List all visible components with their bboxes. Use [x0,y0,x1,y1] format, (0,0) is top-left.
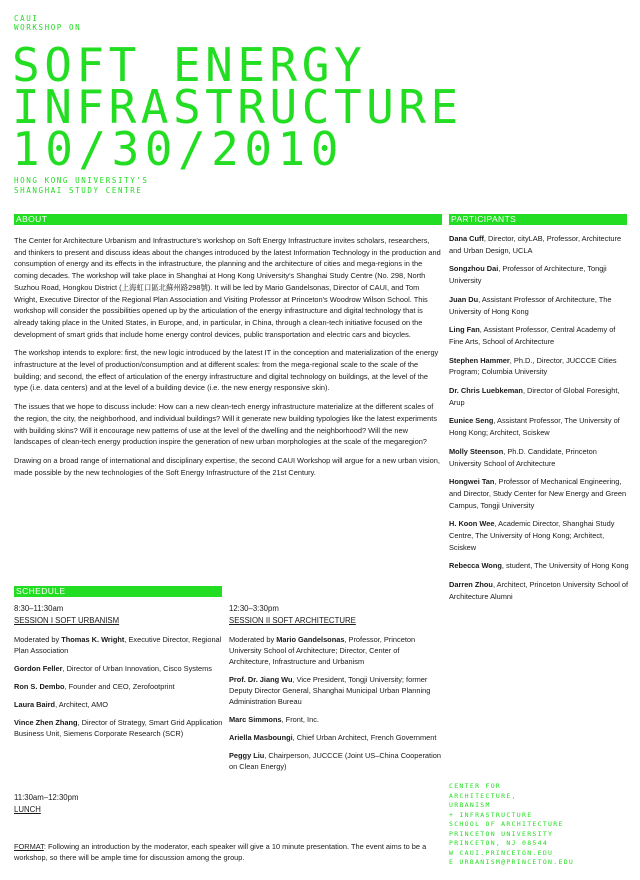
organizer-heading [14,14,81,32]
speaker-item [14,717,224,739]
event-date: 10/30/2010 [12,122,344,176]
speaker-name: Vince Zhen Zhang [14,718,78,727]
speaker-name: Mario Gandelsonas [276,635,345,644]
participant-item [449,385,629,408]
format-note [14,841,444,863]
participant-name: Eunice Seng [449,416,494,426]
participants-section-header [449,214,627,225]
schedule-label: SCHEDULE [14,586,222,597]
participant-item [449,233,629,256]
about-label: ABOUT [14,214,442,225]
speaker-desc: , Director of Strategy, Smart Grid Application Business Unit, Siemens Corporate Research (SCR) [14,718,223,738]
speaker-name: Gordon Feller [14,664,63,673]
about-paragraph-1: The Center for Architecture Urbanism and Infrastructure's workshop on Soft Energy Infrastructure invites scholars, researchers, and thinkers to present and discuss ideas about the changes introduced by the latest Information Technology in the production and consumption of energy and its effects in the infrastructure, the planning and the architecture of cities and mega-regions in the coming decades. The workshop will take place in Shanghai at Hong Kong University's Shanghai Study Centre (No. 298, North Suzhou Road, Hongkou District (上海虹口區北蘇州路298號). It will be led by Mario Gandelsonas, Director of CAUI, and Tom Wright, Executive Director of the Regional Plan Association and Visiting Professor at Princeton's Woodrow Wilson School. This workshop will consider the possibilities opened up by the articulation of the energy infrastructure and digital technology that is already taking place in the United States, in Europe, and, in particular, in China, through a clean-tech initiative focused on the development of smart grids that include home energy control devices, public transportation and electric cars and bicycles. [14,236,441,339]
format-label: FORMAT [14,842,44,851]
speaker-desc: , Front, Inc. [281,715,319,724]
participant-item [449,446,629,469]
title-line-2: INFRASTRUCTURE [12,80,463,134]
participant-desc: , Assistant Professor of Architecture, The University of Hong Kong [449,294,612,316]
lunch-break [14,792,78,816]
participant-name: Juan Du [449,294,479,304]
session-1 [14,603,224,746]
speaker-item [229,750,441,772]
participant-desc: , student, The University of Hong Kong [501,561,629,571]
participant-name: Rebecca Wong [449,561,502,571]
participant-name: Hongwei Tan [449,477,495,487]
venue-line-2: SHANGHAI STUDY CENTRE [14,185,143,195]
schedule-section-header [14,586,222,597]
participant-name: Dr. Chris Luebkeman [449,386,523,396]
participant-item [449,476,629,511]
session-2 [229,603,441,779]
speaker-desc: , Chairperson, JUCCCE (Joint US–China Cooperation on Clean Energy) [229,751,441,771]
about-paragraph-2: The workshop intends to explore: first, the new logic introduced by the latest IT in the conception and materialization of the energy infrastructure at the level of production/consumption and at different scales: from the mega-regional scale to the scale of the building; and second, the effect of articulation of the energy infrastructure and digital technology on buildings, at the level of the type (i.e. data centers) and at the level of a building device (i.e. the new energy responsive skin). [14,348,439,393]
speaker-desc: , Architect, AMO [55,700,109,709]
session-2-title: SESSION II SOFT ARCHITECTURE [229,616,356,625]
participant-name: Darren Zhou [449,580,493,590]
speaker-desc: , Professor, Princeton University School of Architecture; Director, Center of Architecture, Infrastructure and Urbanism [229,635,416,666]
session-2-time: 12:30–3:30pm [229,604,279,613]
speaker-name: Laura Baird [14,700,56,709]
speaker-desc: , Chief Urban Architect, French Government [292,733,437,742]
participant-desc: , Professor of Mechanical Engineering, and Director, Study Center for New Energy and Green Campus, Tongji University [449,477,627,510]
footer-contact [449,782,574,868]
speaker-desc: , Founder and CEO, Zerofootprint [64,682,175,691]
participant-name: Dana Cuff [449,234,484,243]
title-line-1: SOFT ENERGY [12,38,367,92]
speaker-item [14,699,224,710]
footer-line: + INFRASTRUCTURE [449,810,533,819]
participant-name: Ling Fan [449,325,480,335]
footer-email: E URBANISM@PRINCETON.EDU [449,858,575,866]
speaker-name: Ariella Masboungi [229,733,293,742]
participant-item [449,324,629,347]
lunch-label: LUNCH [14,805,41,814]
participant-desc: , Professor of Architecture, Tongji University [449,264,607,286]
footer-line: URBANISM [449,801,491,809]
speaker-desc: , Vice President, Tongji University; former Deputy Director General, Shanghai Municipal Urban Planning Administration Bureau [229,675,431,706]
participant-item [449,579,629,602]
venue [14,176,149,195]
participants-list [449,233,629,610]
participant-item [449,415,629,438]
participant-name: H. Koon Wee [449,519,495,529]
org-line-2: WORKSHOP ON [14,23,82,32]
about-paragraph-4: Drawing on a broad range of international and disciplinary expertise, the second CAUI Workshop will argue for a new urban vision, made possible by the new technologies of the Soft Energy Infrastructure of the 21st Century. [14,455,440,477]
participant-item [449,560,629,572]
footer-line: CENTER FOR [449,782,502,790]
participant-name: Stephen Hammer [449,355,510,365]
speaker-desc: , Director of Urban Innovation, Cisco Systems [62,664,212,673]
participant-desc: , Academic Director, Shanghai Study Centre, The University of Hong Kong; Architect, Sciskew [449,519,615,552]
session-1-moderator: Moderated by Thomas K. Wright, Executive Director, Regional Plan Association [14,635,222,655]
speaker-item [229,732,441,743]
participant-name: Songzhou Dai [449,264,499,274]
participant-desc: , Director, cityLAB, Professor, Architecture and Urban Design, UCLA [449,234,622,255]
about-section-header [14,214,442,225]
participant-desc: , Director of Global Foresight, Arup [449,386,620,407]
about-paragraph-3: The issues that we hope to discuss include: How can a new clean-tech energy infrastructure materialize at the different scales of the region, the city, the neighborhood, and individual buildings? Will it generate new building typologies like the latest experiments with building skins? Will it encourage new patterns of use at the level of the dwelling and the neighborhood? Will the new landscapes of clean-tech energy production inspire the generation of new urban morphologies at the scale of the megaregion? [14,402,438,447]
speaker-name: Marc Simmons [229,715,282,724]
participant-desc: , Ph.D. Candidate, Princeton University School of Architecture [449,446,597,468]
speaker-name: Prof. Dr. Jiang Wu [229,675,293,684]
footer-line: ARCHITECTURE, [449,791,517,800]
poster-title [12,38,463,134]
participant-item [449,294,629,317]
org-line-1: CAUI [14,14,39,23]
speaker-desc: , Executive Director, Regional Plan Association [14,635,222,655]
speaker-item [14,681,224,692]
lunch-time: 11:30am–12:30pm [14,793,79,802]
speaker-item [14,663,224,674]
venue-line-1: HONG KONG UNIVERSITY'S [14,176,149,185]
speaker-name: Thomas K. Wright [61,635,125,644]
footer-line: SCHOOL OF ARCHITECTURE [449,820,564,828]
speaker-name: Peggy Liu [229,751,265,760]
about-text [14,235,442,485]
participant-desc: , Ph.D., Director, JUCCCE Cities Program; Columbia University [449,355,617,377]
speaker-name: Ron S. Dembo [14,682,65,691]
participant-item [449,355,629,378]
session-1-time: 8:30–11:30am [14,604,64,613]
address-chinese: 上海虹口區北蘇州路298號 [121,282,208,292]
participant-name: Molly Steenson [449,446,504,456]
participant-item [449,263,629,286]
participant-desc: , Assistant Professor, Central Academy of Fine Arts, School of Architecture [449,325,616,346]
footer-line: PRINCETON UNIVERSITY [449,829,554,838]
participant-desc: , Architect, Princeton University School of Architecture Alumni [449,580,629,601]
speaker-item [229,674,441,707]
footer-line: PRINCETON, NJ 08544 [449,839,549,847]
participant-item [449,518,629,553]
speaker-item [229,714,441,725]
participants-label: PARTICIPANTS [449,214,627,225]
session-1-title: SESSION I SOFT URBANISM [14,616,120,625]
participant-desc: , Assistant Professor, The University of Hong Kong; Architect, Sciskew [449,416,620,438]
format-text: : Following an introduction by the moderator, each speaker will give a 10 minute presentation. The event aims to be a workshop, so there will be ample time for discussion among the group. [14,842,427,862]
session-2-moderator: Moderated by Mario Gandelsonas, Professor, Princeton University School of Architecture; Director, Center of Architecture, Infrastructure and Urbanism [229,635,416,666]
footer-website: W CAUI.PRINCETON.EDU [449,848,554,857]
